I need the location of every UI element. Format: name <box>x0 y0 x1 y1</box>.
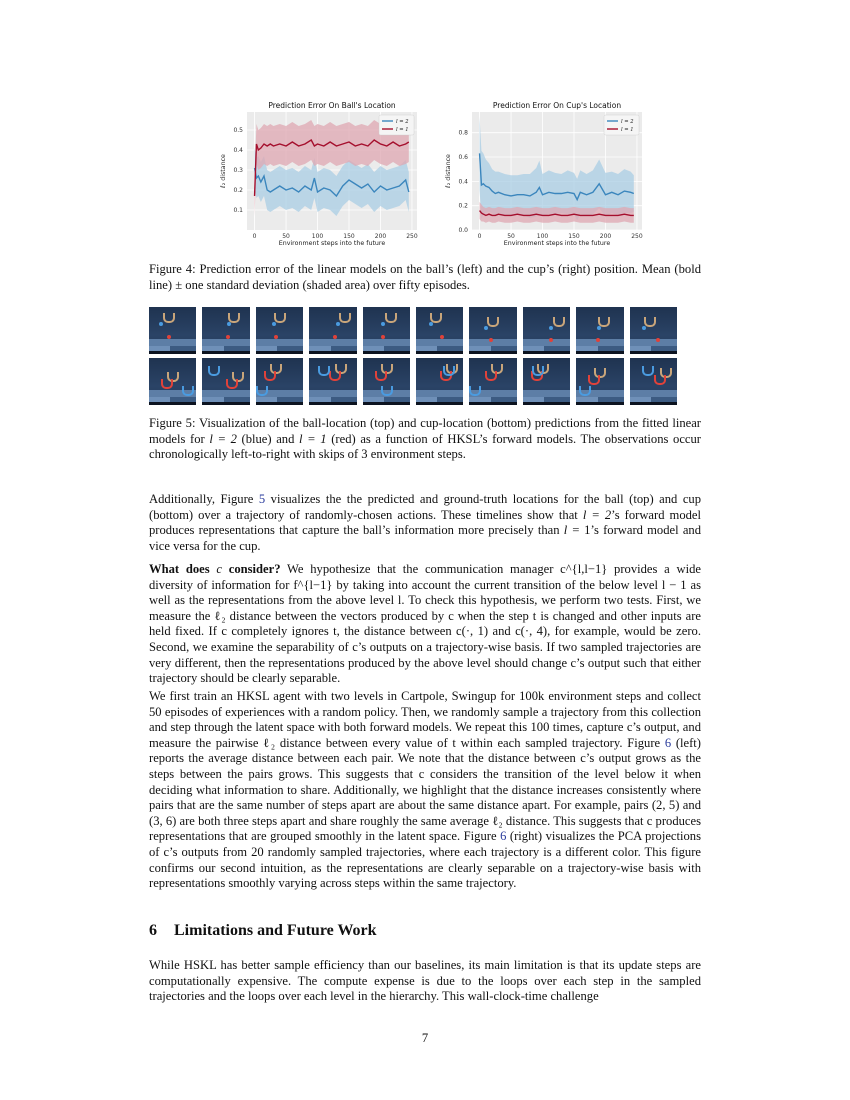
cup-ground-truth <box>385 313 397 323</box>
cup-ground-truth <box>163 313 175 323</box>
ball-prediction-blue <box>272 322 276 326</box>
cup-prediction-blue <box>579 386 591 396</box>
x-axis-label: Environment steps into the future <box>278 240 386 247</box>
ball-prediction-blue <box>227 322 231 326</box>
cup-prediction-red <box>161 379 173 389</box>
y-tick-label: 0.0 <box>458 227 468 234</box>
text: consider? <box>221 562 281 576</box>
observation-frame <box>630 307 677 354</box>
paragraph-additionally <box>149 492 701 554</box>
paragraph-heading <box>149 562 281 576</box>
y-axis-label: ℓ₂ distance <box>445 154 452 188</box>
x-tick-label: 150 <box>343 233 355 240</box>
ball-prediction-red <box>440 335 444 339</box>
chart-title: Prediction Error On Cup's Location <box>492 101 622 110</box>
legend-label: l = 2 <box>396 119 409 125</box>
observation-frame <box>309 307 356 354</box>
y-tick-label: 0.1 <box>233 207 243 214</box>
figure-5-caption-text: (blue) and <box>236 431 300 446</box>
cup-prediction-blue <box>182 386 194 396</box>
text: 1’s forward model and vice versa for the cup. <box>149 523 702 553</box>
x-tick-label: 50 <box>507 233 515 240</box>
cup-prediction-blue <box>469 386 481 396</box>
text: What does <box>149 562 217 576</box>
text: Additionally, Figure <box>149 492 259 506</box>
cup-ground-truth <box>553 317 565 327</box>
figure-6-link[interactable]: 6 <box>664 735 672 750</box>
figure-5-link[interactable]: 5 <box>258 492 266 506</box>
section-heading <box>149 922 377 940</box>
observation-frame <box>202 307 249 354</box>
figure-4-caption-text: Prediction error of the linear models on the ball’s (left) and the cup’s (right) position. Mean (bold line) ± one standard deviation (shaded area) over fifty episodes. <box>149 262 701 292</box>
ball-prediction-red <box>167 335 171 339</box>
cup-prediction-blue <box>208 366 220 376</box>
y-tick-label: 0.6 <box>458 154 468 162</box>
x-tick-label: 50 <box>282 233 290 240</box>
cup-ground-truth <box>487 317 499 327</box>
ball-error-chart <box>200 98 425 250</box>
figure-5-caption-text: Visualization of the ball-location (top) and cup-location (bottom) predictions from the fitted linear models for <box>149 416 701 446</box>
observation-frame <box>309 358 356 405</box>
cup-error-chart <box>425 98 650 250</box>
observation-frame <box>630 358 677 405</box>
section-title: Limitations and Future Work <box>174 922 377 939</box>
observation-frame <box>416 307 463 354</box>
x-tick-label: 100 <box>536 233 549 240</box>
observation-frame <box>256 307 303 354</box>
observation-frame <box>576 358 623 405</box>
ball-prediction-blue <box>642 326 646 330</box>
legend-label: l = 2 <box>621 119 634 125</box>
legend-label: l = 1 <box>621 127 634 133</box>
observation-frame <box>469 358 516 405</box>
text: (left) reports the average distance between each pair. We note that the distance between c’s output grows as the steps between the pairs grows. This suggests that c considers the transition of the level below it when deciding what information to share. Additionally, we highlight that the distance increases consistently where pairs that are the same number of steps apart are about the same distance apart. For example, pairs (2, 5) and (3, 6) are both three steps apart and share roughly the same average ℓ₂ distance. This suggests that c produces representations that are grouped smoothly in the latent space. Figure <box>149 735 701 844</box>
cup-ground-truth <box>274 313 286 323</box>
math: l = 2 <box>582 507 612 522</box>
ball-prediction-blue <box>336 322 340 326</box>
cup-prediction-blue <box>318 366 330 376</box>
paragraph-text: We hypothesize that the communication manager c^{l,l−1} provides a wide diversity of information for f^{l−1} by taking into account the current transition of the below level l − 1 as well as the representations from the above level l. To check this hypothesis, we perform two tests. First, we measure the ℓ₂ distance between the vectors produced by c when the step t is changed and other inputs are held fixed. If c completely ignores t, the distance between c(·, 1) and c(·, 4), for example, would be zero. Second, we examine the separability of c’s outputs on a trajectory-wise basis. If two sampled trajectories are very different, then the representations produced by the above level should change c’s output such that either trajectory should be clearly separable. <box>149 562 701 686</box>
section-number: 6 <box>149 922 157 939</box>
y-tick-label: 0.2 <box>233 187 243 194</box>
cup-prediction-blue <box>443 366 455 376</box>
figure-5-label: Figure 5: <box>149 416 196 430</box>
x-tick-label: 250 <box>631 233 643 240</box>
cup-prediction-red <box>329 371 341 381</box>
math-l2: l = 2 <box>209 431 237 446</box>
observation-frame <box>469 307 516 354</box>
legend-label: l = 1 <box>396 127 409 133</box>
ball-prediction-blue <box>597 326 601 330</box>
figure-5-caption-text: (red) as a function of HKSL’s forward models. The observations occur chronologically left-to-right with skips of 3 environment steps. <box>149 431 702 462</box>
figure-4 <box>200 98 650 250</box>
figure-6-link[interactable]: 6 <box>500 829 507 844</box>
ball-prediction-blue <box>484 326 488 330</box>
chart-title: Prediction Error On Ball's Location <box>268 101 396 110</box>
figure-5-caption <box>149 416 701 463</box>
ball-prediction-blue <box>549 326 553 330</box>
ball-prediction-strip <box>149 307 677 354</box>
y-tick-label: 0.2 <box>458 202 468 210</box>
math: c <box>216 562 222 576</box>
cup-ground-truth <box>339 313 351 323</box>
x-tick-label: 0 <box>252 233 257 240</box>
cup-error-chart-svg <box>425 98 650 250</box>
x-tick-label: 200 <box>374 233 387 240</box>
ball-prediction-red <box>549 338 553 342</box>
figure-4-label: Figure 4: <box>149 262 196 276</box>
cup-prediction-blue <box>532 366 544 376</box>
x-axis-label: Environment steps into the future <box>503 240 611 247</box>
text: visualizes the the predicted and ground-truth locations for the ball (top) and cup (bottom) over a trajectory of randomly-chosen actions. These timelines show that <box>149 492 702 522</box>
text: ’s forward model produces representations that capture the ball’s information more precisely than <box>149 507 701 538</box>
y-tick-label: 0.4 <box>458 178 468 186</box>
paragraph-what-does-c-consider <box>149 562 701 687</box>
ball-prediction-blue <box>159 322 163 326</box>
text: (right) visualizes the PCA projections of c’s outputs from 20 randomly sampled trajectories, where each trajectory is a different color. This figure confirms our second intuition, as the representations are clearly separable on a trajectory-wise basis with representations smoothly varying across steps within the same trajectory. <box>149 829 701 891</box>
cup-prediction-red <box>264 371 276 381</box>
paragraph-experiment <box>149 689 701 892</box>
observation-frame <box>576 307 623 354</box>
page-number: 7 <box>421 1031 429 1045</box>
observation-frame <box>363 307 410 354</box>
cup-prediction-strip <box>149 358 677 405</box>
ball-prediction-red <box>274 335 278 339</box>
cup-prediction-blue <box>381 386 393 396</box>
cup-prediction-red <box>226 379 238 389</box>
math: l = <box>563 523 580 538</box>
figure-4-caption <box>149 262 701 293</box>
y-tick-label: 0.4 <box>233 147 243 154</box>
observation-frame <box>149 307 196 354</box>
observation-frame <box>149 358 196 405</box>
x-tick-label: 0 <box>477 233 482 240</box>
cup-prediction-red <box>485 371 497 381</box>
observation-frame <box>256 358 303 405</box>
ball-prediction-red <box>381 335 385 339</box>
paragraph-limitations: While HSKL has better sample efficiency than our baselines, its main limitation is that its update steps are computationally expensive. The compute expense is due to the loops over each step in the sampled trajectories and the loops over each level in the hierarchy. This wall-clock-time challenge <box>149 958 701 1004</box>
cup-prediction-blue <box>642 366 654 376</box>
x-tick-label: 150 <box>568 233 580 240</box>
x-tick-label: 100 <box>311 233 324 240</box>
math-l1: l = 1 <box>299 431 327 446</box>
y-axis-label: ℓ₂ distance <box>220 154 227 188</box>
observation-frame <box>416 358 463 405</box>
ball-error-chart-svg <box>200 98 425 250</box>
y-tick-label: 0.5 <box>233 127 243 134</box>
observation-frame <box>363 358 410 405</box>
cup-prediction-red <box>654 375 666 385</box>
ball-prediction-blue <box>429 322 433 326</box>
observation-frame <box>202 358 249 405</box>
ball-prediction-blue <box>381 322 385 326</box>
y-tick-label: 0.3 <box>233 167 243 174</box>
observation-frame <box>523 358 570 405</box>
ball-prediction-red <box>656 338 660 342</box>
y-tick-label: 0.8 <box>458 129 468 137</box>
x-tick-label: 250 <box>406 233 418 240</box>
text: We first train an HKSL agent with two levels in Cartpole, Swingup for 100k environment steps and collect 50 episodes of experiences with a random policy. Then, we randomly sample a trajectory from this collection and step through the latent space with both forward models. We repeat this 100 times, capture c’s output, and measure the pairwise ℓ₂ distance between every value of t within each sampled trajectory. Figure <box>149 689 701 750</box>
x-tick-label: 200 <box>599 233 612 240</box>
cup-prediction-red <box>588 375 600 385</box>
cup-prediction-red <box>375 371 387 381</box>
observation-frame <box>523 307 570 354</box>
cup-prediction-blue <box>256 386 268 396</box>
